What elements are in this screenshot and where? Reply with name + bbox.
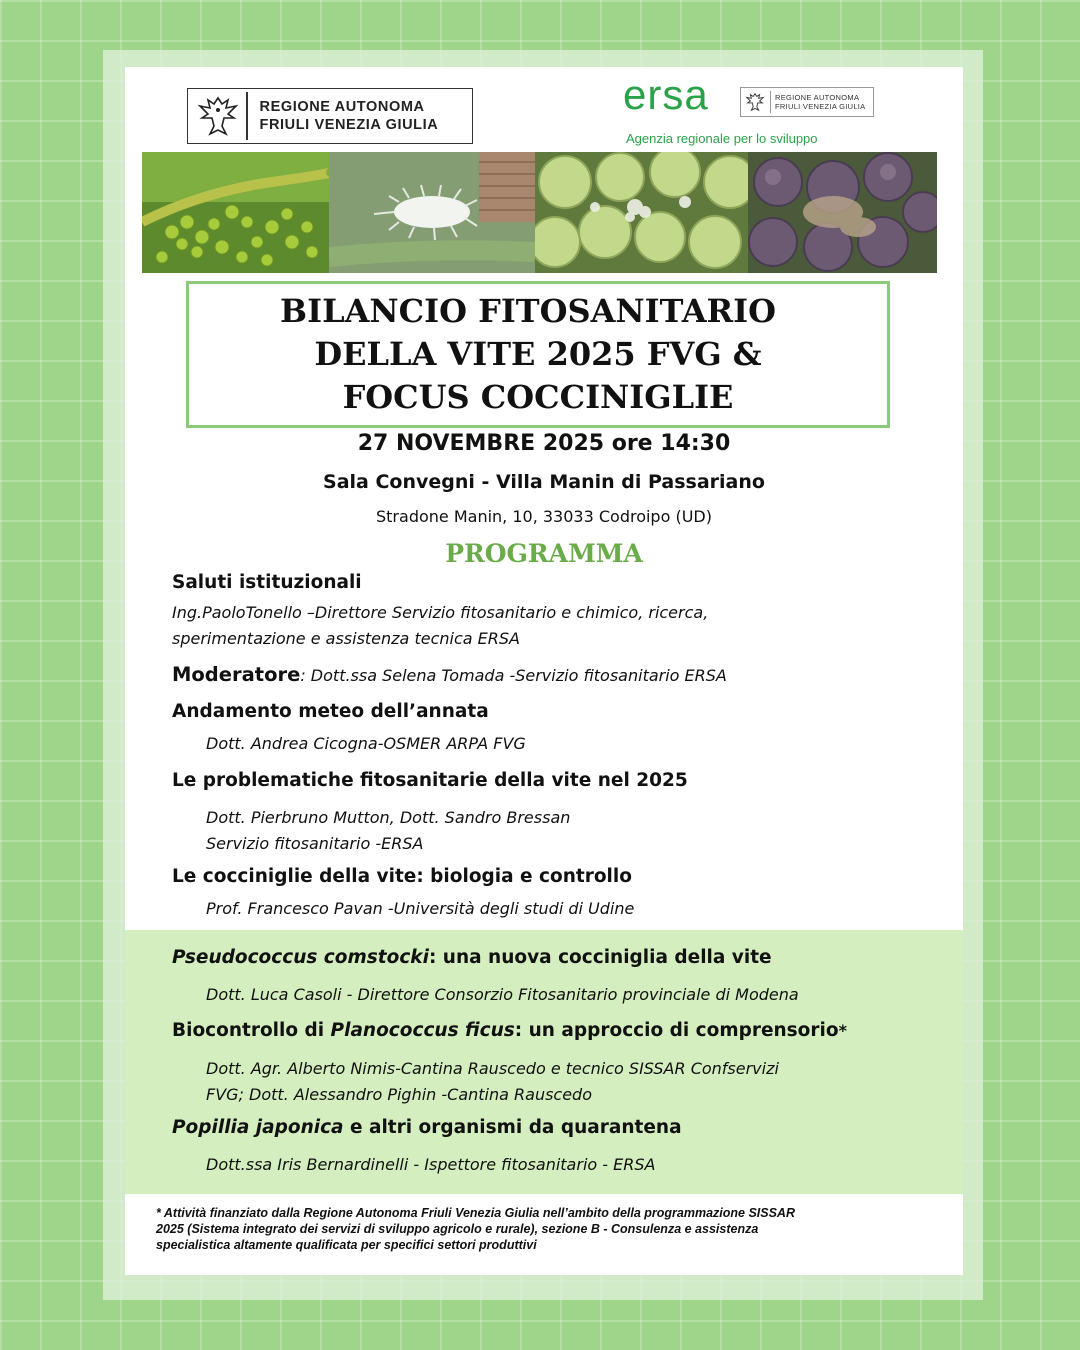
moderatore-row	[172, 663, 727, 686]
meteo-sub: Dott. Andrea Cicogna-OSMER ARPA FVG	[206, 734, 526, 753]
popillia-title-species: Popillia japonica	[172, 1117, 344, 1138]
event-date: 27 NOVEMBRE 2025 ore 14:30	[357, 431, 731, 456]
mini-divider	[770, 91, 771, 113]
programma-heading: PROGRAMMA	[445, 539, 643, 568]
pseudo-title-species: Pseudococcus comstocki	[172, 947, 429, 968]
logo-divider	[246, 92, 248, 140]
bio-asterisk: *	[838, 1021, 847, 1040]
bio-sub2: FVG; Dott. Alessandro Pighin -Cantina Rauscedo	[206, 1085, 592, 1104]
title-line3: FOCUS COCCINIGLIE	[342, 378, 734, 416]
region-logo-line1: REGIONE AUTONOMA	[259, 99, 425, 115]
event-venue: Sala Convegni - Villa Manin di Passariano	[323, 471, 765, 493]
green-grapes-photo	[535, 152, 748, 273]
meteo-title: Andamento meteo dell’annata	[172, 701, 489, 722]
bio-title	[172, 1020, 847, 1041]
pseudo-title-rest: : una nuova cocciniglia della vite	[428, 947, 772, 968]
region-logo-line2: FRIULI VENEZIA GIULIA	[259, 117, 439, 133]
footnote-line2: 2025 (Sistema integrato dei servizi di sviluppo agricolo e rurale), sezione B - Consulenza e assistenza	[156, 1222, 759, 1236]
bio-title-prefix: Biocontrollo di	[172, 1020, 331, 1041]
problematiche-sub1: Dott. Pierbruno Mutton, Dott. Sandro Bressan	[206, 808, 571, 827]
popillia-title-rest: e altri organismi da quarantena	[343, 1117, 682, 1138]
vine-flower-cluster-photo	[142, 152, 329, 273]
bio-title-species: Planococcus ficus	[330, 1020, 515, 1041]
bio-sub1: Dott. Agr. Alberto Nimis-Cantina Rauscedo e tecnico SISSAR Confservizi	[206, 1059, 779, 1078]
photo-strip	[142, 152, 937, 273]
mini-logo-line1: REGIONE AUTONOMA	[775, 93, 860, 102]
region-logo-text	[260, 98, 439, 134]
cocciniglie-title: Le cocciniglie della vite: biologia e controllo	[172, 866, 632, 887]
mini-eagle-icon	[744, 91, 766, 113]
problematiche-title: Le problematiche fitosanitarie della vite nel 2025	[172, 770, 688, 791]
ersa-tagline: Agenzia regionale per lo sviluppo	[626, 131, 818, 146]
bio-title-rest: : un approccio di comprensorio	[514, 1020, 839, 1041]
mini-logo-line2: FRIULI VENEZIA GIULIA	[775, 102, 866, 111]
region-logo	[187, 88, 473, 144]
ersa-mini-region-logo	[740, 87, 874, 117]
saluti-sub2: sperimentazione e assistenza tecnica ERSA	[172, 629, 520, 648]
saluti-title: Saluti istituzionali	[172, 572, 362, 593]
popillia-title	[172, 1117, 682, 1138]
ersa-logo	[623, 71, 883, 149]
title-line1: BILANCIO FITOSANITARIO	[280, 292, 776, 330]
saluti-sub1: Ing.PaoloTonello –Direttore Servizio fitosanitario e chimico, ricerca,	[172, 603, 709, 622]
footnote-line3: specialistica altamente qualificata per specifici settori produttivi	[156, 1238, 537, 1252]
ersa-wordmark: ersa	[623, 71, 709, 118]
rotten-grapes-photo	[748, 152, 937, 273]
eagle-icon	[194, 92, 242, 140]
mini-logo-text	[775, 93, 866, 111]
popillia-sub: Dott.ssa Iris Bernardinelli - Ispettore fitosanitario - ERSA	[206, 1155, 656, 1174]
footnote	[156, 1205, 946, 1253]
title-line2: DELLA VITE 2025 FVG &	[314, 335, 762, 373]
problematiche-sub2: Servizio fitosanitario -ERSA	[206, 834, 424, 853]
moderatore-title: Moderatore	[172, 663, 301, 686]
event-address: Stradone Manin, 10, 33033 Codroipo (UD)	[376, 507, 712, 526]
footnote-line1: * Attività finanziato dalla Regione Autonoma Friuli Venezia Giulia nell’ambito della programmazione SISSAR	[156, 1206, 795, 1220]
pseudo-sub: Dott. Luca Casoli - Direttore Consorzio Fitosanitario provinciale di Modena	[206, 985, 799, 1004]
mealybug-photo	[329, 152, 535, 273]
poster	[125, 67, 963, 1275]
moderatore-sub: : Dott.ssa Selena Tomada -Servizio fitosanitario ERSA	[300, 666, 727, 685]
cocciniglie-sub: Prof. Francesco Pavan -Università degli studi di Udine	[206, 899, 635, 918]
title-box	[186, 281, 890, 428]
pseudo-title	[172, 947, 772, 968]
